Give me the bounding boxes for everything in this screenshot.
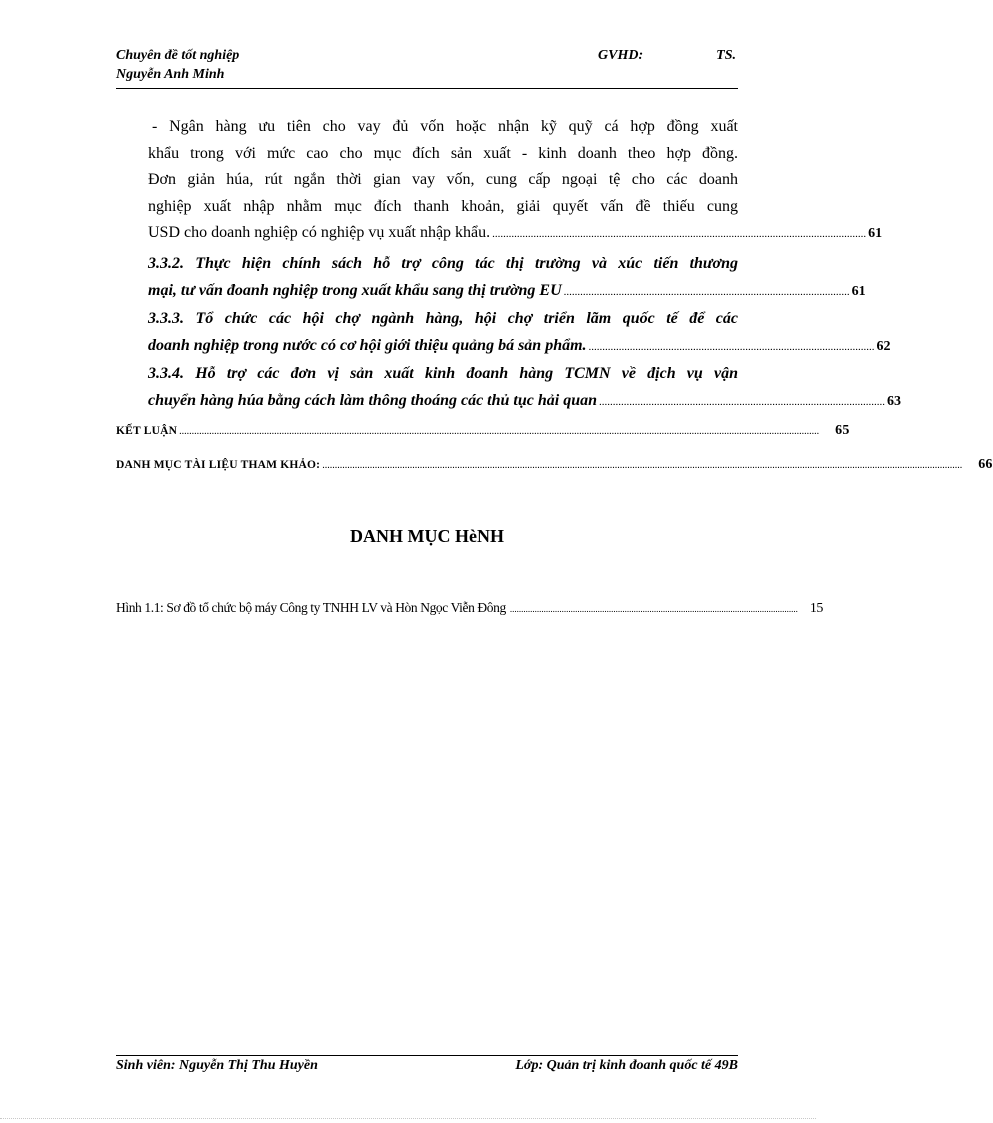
header-gvhd-label: GVHD: [598,48,644,63]
figure-list-heading: DANH MỤC HèNH [350,526,504,546]
header-supervisor-name: Nguyễn Anh Minh [116,67,225,82]
leader-dots: ................................................................................................................................................................................................................................................................ [322,460,963,471]
footer-student: Sinh viên: Nguyễn Thị Thu Huyền [116,1058,318,1073]
toc-ket-luan-label: KẾT LUẬN [116,425,178,437]
header-rule [116,88,738,89]
leader-dots: ........................................................................................................ [599,395,885,408]
toc-entry-3-3-4[interactable] [148,361,901,415]
toc-paragraph-line-5[interactable] [148,220,883,248]
leader-dots: ........................................................................................................ [588,340,875,353]
toc-paragraph-line-4: nghiệp xuất nhập nhằm mục đích thanh khoản, giải quyết vấn đề thiếu cung [148,197,738,215]
leader-dots: ................................................................................................................................ [509,604,798,614]
toc-tai-lieu[interactable] [116,457,993,473]
leader-dots: ........................................................................................................................................ [492,228,867,240]
toc-entry-line-2-text: doanh nghiệp trong nước có cơ hội giới thiệu quảng bá sản phẩm. [148,336,587,354]
toc-paragraph-line-3: Đơn giản húa, rút ngắn thời gian vay vốn, cung cấp ngoại tệ cho các doanh [148,171,738,188]
toc-paragraph [148,114,883,248]
toc-entry-3-3-3[interactable] [148,306,891,360]
page-edge [0,1118,816,1119]
toc-entry-line-2 [148,278,866,306]
toc-page-number: 65 [835,423,850,438]
header-topic: Chuyên đề tốt nghiệp [116,48,240,63]
toc-page-number: 62 [876,338,891,354]
toc-entry-line-1: 3.3.2. Thực hiện chính sách hỗ trợ công tác thị trường và xúc tiến thương [148,255,738,272]
toc-entry-3-3-2[interactable] [148,251,866,305]
toc-entry-line-1: 3.3.3. Tổ chức các hội chợ ngành hàng, hội chợ triển lãm quốc tế để các [148,310,738,327]
toc-paragraph-last-text: USD cho doanh nghiệp có nghiệp vụ xuất nhập khẩu. [148,224,491,241]
figure-entry-label: Hình 1.1: Sơ đồ tổ chức bộ máy Công ty TNHH LV và Hòn Ngọc Viễn Đông [116,600,506,615]
toc-entry-line-2-text: chuyển hàng húa bằng cách làm thông thoáng các thủ tục hải quan [148,391,597,409]
footer-rule [116,1055,738,1056]
footer-class: Lớp: Quản trị kinh đoanh quốc tế 49B [515,1058,738,1073]
toc-entry-line-2-text: mại, tư vấn đoanh nghiệp trong xuất khẩu sang thị trường EU [148,281,562,299]
page-header [116,46,738,84]
toc-paragraph-line-2: khẩu trong với mức cao cho mục đích sản xuất - kinh doanh theo hợp đồng. [148,144,738,162]
toc-page-number: 66 [978,457,993,472]
toc-page-number: 61 [868,226,883,241]
leader-dots: ........................................................................................................ [563,285,850,298]
toc-tai-lieu-label: DANH MỤC TÀI LIỆU THAM KHẢO: [116,459,321,471]
toc-entry-line-2 [148,333,891,361]
header-ts-label: TS. [716,48,736,63]
page-footer [116,1058,738,1074]
toc-ket-luan[interactable] [116,423,850,439]
toc-page-number: 61 [851,283,866,299]
toc-entry-line-1: 3.3.4. Hỗ trợ các đơn vị sản xuất kinh đoanh hàng TCMN về địch vụ vận [148,365,738,382]
toc-entry-line-2 [148,388,901,416]
toc-paragraph-line-1: - Ngân hàng ưu tiên cho vay đủ vốn hoặc nhận kỹ quỹ cá hợp đồng xuất [152,118,738,135]
leader-dots: ................................................................................................................................................................................................................................................................ [179,426,820,437]
figure-entry-1-1[interactable] [116,600,824,617]
toc-page-number: 63 [887,393,901,409]
figure-page-number: 15 [809,601,824,616]
